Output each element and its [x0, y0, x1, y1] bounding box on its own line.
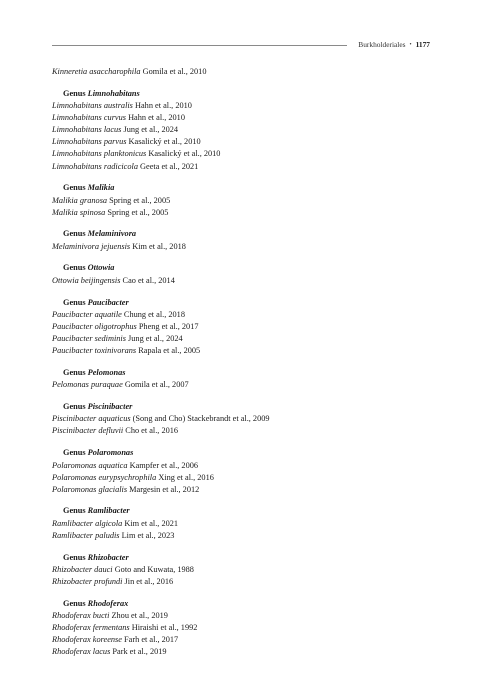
- genus-section-limnohabitans: [52, 88, 432, 173]
- species-authority: Cao et al., 2014: [122, 275, 175, 285]
- species-name: Limnohabitans australis: [52, 101, 133, 111]
- genus-heading: Genus Pelomonas: [63, 367, 126, 377]
- species-name: Limnohabitans radicicola: [52, 161, 138, 171]
- species-entry: [52, 634, 432, 646]
- species-name: Rhizobacter profundi: [52, 577, 123, 587]
- genus-section-ottowia: [52, 262, 432, 286]
- species-entry: [52, 472, 432, 484]
- species-authority: Kim et al., 2021: [124, 518, 179, 528]
- species-entry: [52, 333, 432, 345]
- species-name: Piscinibacter defluvii: [52, 426, 124, 436]
- species-entry: [52, 564, 432, 576]
- species-entry: [52, 460, 432, 472]
- genus-section-ramlibacter: [52, 505, 432, 542]
- species-authority: Gomila et al., 2007: [124, 380, 189, 390]
- species-authority: Hahn et al., 2010: [135, 101, 192, 111]
- species-authority: Farh et al., 2017: [124, 635, 179, 645]
- species-entry: [52, 207, 432, 219]
- species-authority: Pheng et al., 2017: [138, 322, 199, 332]
- species-entry: [52, 413, 432, 425]
- genus-heading: Genus Ramlibacter: [63, 506, 130, 516]
- species-authority: Chung et al., 2018: [123, 309, 185, 319]
- genus-heading: Genus Polaromonas: [63, 448, 134, 458]
- species-entry: [52, 124, 432, 136]
- genus-section-polaromonas: [52, 447, 432, 496]
- species-authority: Rapala et al., 2005: [138, 346, 201, 356]
- species-authority: Gomila et al., 2010: [142, 67, 207, 76]
- species-name: Limnohabitans planktonicus: [52, 149, 147, 159]
- species-authority: Spring et al., 2005: [107, 207, 169, 217]
- species-name: Paucibacter toxinivorans: [52, 346, 137, 356]
- species-authority: Jin et al., 2016: [124, 577, 174, 587]
- species-name: Rhizobacter dauci: [52, 565, 113, 574]
- running-header: [52, 39, 430, 51]
- species-name: Piscinibacter aquaticus: [52, 414, 131, 424]
- genus-heading: Genus Ottowia: [63, 263, 115, 273]
- species-entry: [52, 646, 432, 658]
- genus-heading: Genus Limnohabitans: [63, 88, 140, 98]
- species-authority: Park et al., 2019: [112, 647, 167, 657]
- species-authority: Jung et al., 2024: [123, 125, 179, 135]
- genus-heading: Genus Paucibacter: [63, 297, 129, 307]
- species-name: Rhodoferax fermentans: [52, 623, 130, 633]
- genus-section-pelomonas: [52, 367, 432, 391]
- species-entry: [52, 112, 432, 124]
- species-entry: [52, 484, 432, 496]
- genus-name: Polaromonas: [87, 448, 134, 458]
- header-rule: [52, 45, 347, 46]
- species-authority: Zhou et al., 2019: [111, 611, 168, 621]
- species-authority: Kasalický et al., 2010: [148, 149, 221, 159]
- species-name: Limnohabitans lacus: [52, 125, 122, 135]
- genus-heading: Genus Melaminivora: [63, 229, 137, 239]
- species-name: Ramlibacter algicola: [52, 518, 123, 528]
- species-name: Malikia spinosa: [52, 207, 106, 217]
- species-name: Limnohabitans curvus: [52, 113, 126, 123]
- running-title: Burkholderiales: [358, 40, 406, 49]
- species-entry: [52, 610, 432, 622]
- genus-section-rhizobacter: [52, 552, 432, 589]
- genus-heading: Genus Rhodoferax: [63, 598, 129, 608]
- header-separator: •: [409, 42, 412, 48]
- species-name: Melaminivora jejuensis: [52, 241, 131, 251]
- header-text: [358, 39, 430, 51]
- species-name: Rhodoferax bucti: [52, 611, 110, 621]
- species-authority: Lim et al., 2023: [121, 530, 175, 540]
- genus-name: Limnohabitans: [87, 88, 140, 98]
- genus-name: Pelomonas: [87, 367, 126, 377]
- species-entry: [52, 379, 432, 391]
- species-authority: Kampfer et al., 2006: [129, 460, 199, 470]
- genus-section-paucibacter: [52, 297, 432, 358]
- genus-name: Melaminivora: [87, 229, 137, 239]
- species-name: Paucibacter aquatile: [52, 309, 122, 319]
- genus-name: Malikia: [87, 183, 115, 193]
- species-name: Rhodoferax koreense: [52, 635, 122, 645]
- species-entry: [52, 148, 432, 160]
- species-authority: Hahn et al., 2010: [128, 113, 185, 123]
- species-entry: [52, 195, 432, 207]
- species-list: [52, 66, 432, 659]
- species-authority: Jung et al., 2024: [128, 334, 183, 344]
- genus-name: Piscinibacter: [87, 402, 133, 411]
- species-name: Rhodoferax lacus: [52, 647, 111, 657]
- species-name: Ottowia beijingensis: [52, 275, 121, 285]
- species-authority: Cho et al., 2016: [125, 426, 179, 436]
- species-authority: Goto and Kuwata, 1988: [114, 565, 194, 574]
- species-name: Limnohabitans parvus: [52, 137, 127, 147]
- species-authority: Geeta et al., 2021: [140, 161, 199, 171]
- species-name: Polaromonas aquatica: [52, 460, 128, 470]
- species-entry: [52, 425, 432, 437]
- species-name: Polaromonas eurypsychrophila: [52, 472, 157, 482]
- species-entry: [52, 321, 432, 333]
- species-entry: [52, 241, 432, 253]
- genus-section-rhodoferax: [52, 598, 432, 659]
- genus-name: Rhizobacter: [87, 552, 129, 562]
- genus-section-melaminivora: [52, 228, 432, 252]
- species-name: Paucibacter sediminis: [52, 334, 126, 344]
- species-entry: [52, 309, 432, 321]
- species-name: Polaromonas glacialis: [52, 484, 128, 494]
- genus-heading: Genus Piscinibacter: [63, 402, 133, 411]
- genus-section-malikia: [52, 182, 432, 219]
- species-name: Malikia granosa: [52, 195, 108, 205]
- species-entry: [52, 345, 432, 357]
- species-authority: Kasalický et al., 2010: [128, 137, 201, 147]
- species-authority: Kim et al., 2018: [132, 241, 186, 251]
- species-entry: [52, 136, 432, 148]
- page-number: 1177: [415, 40, 430, 49]
- species-name: Pelomonas puraquae: [52, 380, 123, 390]
- species-entry: [52, 576, 432, 588]
- species-authority: Spring et al., 2005: [109, 195, 171, 205]
- species-entry: [52, 622, 432, 634]
- genus-name: Paucibacter: [87, 297, 129, 307]
- species-entry: [52, 518, 432, 530]
- species-name: Ramlibacter paludis: [52, 530, 120, 540]
- genus-name: Rhodoferax: [87, 598, 129, 608]
- species-authority: Hiraishi et al., 1992: [131, 623, 198, 633]
- species-entry: [52, 275, 432, 287]
- genus-heading: Genus Rhizobacter: [63, 552, 129, 562]
- species-name: Paucibacter oligotrophus: [52, 322, 137, 332]
- species-name: Kinneretia asaccharophila: [52, 67, 141, 76]
- species-entry: [52, 161, 432, 173]
- species-entry: [52, 530, 432, 542]
- genus-name: Ottowia: [87, 263, 115, 273]
- species-authority: Margesin et al., 2012: [129, 484, 200, 494]
- species-entry: [52, 66, 432, 78]
- species-entry: [52, 100, 432, 112]
- genus-section-piscinibacter: [52, 401, 432, 438]
- genus-heading: Genus Malikia: [63, 183, 115, 193]
- species-authority: (Song and Cho) Stackebrandt et al., 2009: [132, 414, 270, 424]
- species-authority: Xing et al., 2016: [158, 472, 214, 482]
- genus-name: Ramlibacter: [87, 506, 130, 516]
